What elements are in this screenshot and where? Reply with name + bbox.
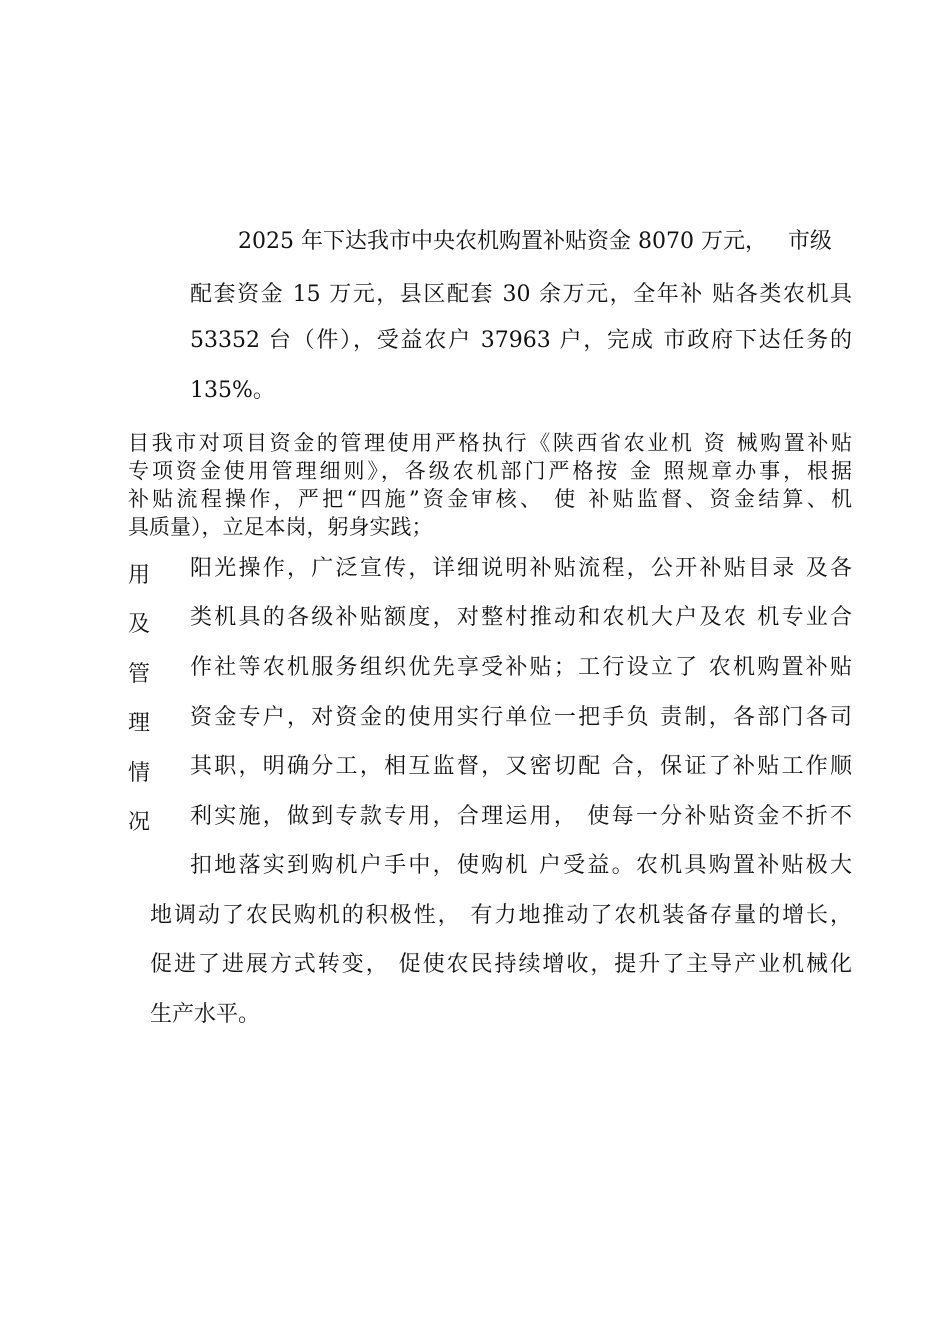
text-line: 扣地落实到购机户手中，使购机 户受益。农机具购置补贴极大 bbox=[190, 853, 852, 878]
text-line: 其职，明确分工，相互监督，又密切配 合，保证了补贴工作顺 bbox=[190, 754, 852, 779]
side-heading-char: 管 bbox=[128, 662, 151, 687]
side-heading-char: 及 bbox=[128, 612, 151, 637]
text-line: 目我市对项目资金的管理使用严格执行《陕西省农业机 资 械购置补贴 bbox=[128, 431, 852, 455]
text-line: 配套资金 15 万元，县区配套 30 余万元，全年补 贴各类农机具 bbox=[190, 282, 852, 307]
side-heading-char: 况 bbox=[128, 810, 151, 835]
text-line: 2025 年下达我市中央农机购置补贴资金 8070 万元， 市级 bbox=[238, 229, 832, 254]
side-heading-char: 理 bbox=[128, 711, 151, 736]
side-heading-char: 用 bbox=[128, 563, 151, 588]
text-line: 53352 台（件），受益农户 37963 户，完成 市政府下达任务的 bbox=[190, 328, 852, 353]
text-line: 135%。 bbox=[190, 378, 275, 403]
text-line: 具质量），立足本岗，躬身实践； bbox=[128, 515, 433, 539]
text-line: 专项资金使用管理细则》，各级农机部门严格按 金 照规章办事，根据 bbox=[128, 459, 852, 483]
text-line: 补贴流程操作，严把“四施”资金审核、 使 补贴监督、资金结算、机 bbox=[128, 487, 852, 511]
text-line: 促进了进展方式转变， 促使农民持续增收，提升了主导产业机械化 bbox=[150, 952, 852, 977]
text-line: 阳光操作，广泛宣传，详细说明补贴流程，公开补贴目录 及各 bbox=[190, 556, 852, 581]
text-line: 类机具的各级补贴额度，对整村推动和农机大户及农 机专业合 bbox=[190, 605, 852, 630]
text-line: 作社等农机服务组织优先享受补贴；工行设立了 农机购置补贴 bbox=[190, 655, 852, 680]
text-line: 资金专户，对资金的使用实行单位一把手负 责制，各部门各司 bbox=[190, 705, 852, 730]
text-line: 生产水平。 bbox=[150, 1002, 261, 1027]
side-heading-char: 情 bbox=[128, 761, 151, 786]
text-line: 利实施，做到专款专用，合理运用， 使每一分补贴资金不折不 bbox=[190, 804, 852, 829]
text-line: 地调动了农民购机的积极性， 有力地推动了农机装备存量的增长， bbox=[150, 903, 852, 928]
